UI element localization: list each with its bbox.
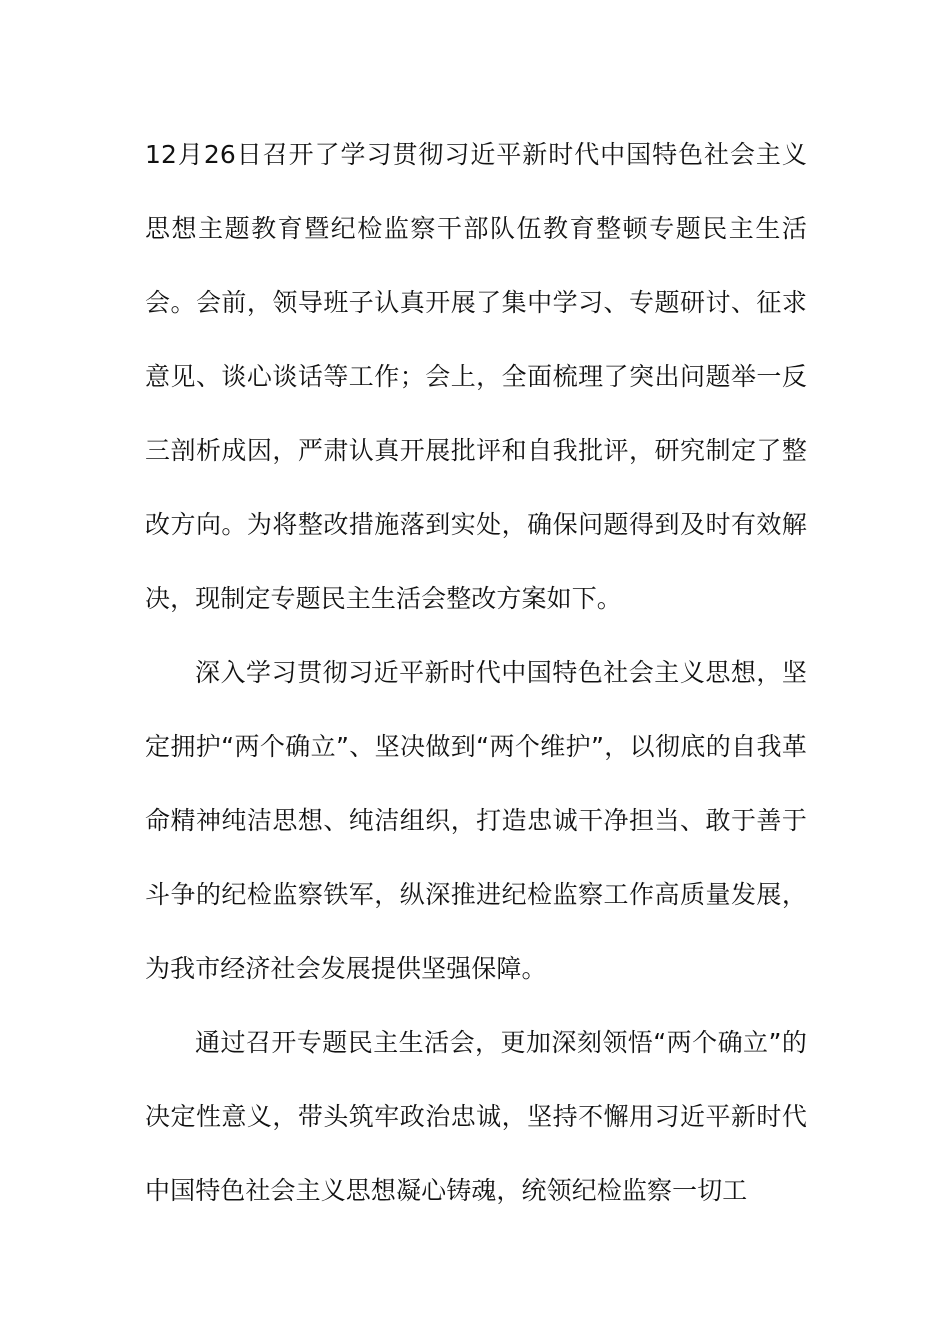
paragraph-goal: 通过召开专题民主生活会，更加深刻领悟“两个确立”的决定性意义，带头筑牢政治忠诚，坚持不懈用习近平新时代中国特色社会主义思想凝心铸魂，统领纪检监察一切工 — [145, 1028, 807, 1205]
paragraph-guiding-thought: 深入学习贯彻习近平新时代中国特色社会主义思想，坚定拥护“两个确立”、坚决做到“两个维护”，以彻底的自我革命精神纯洁思想、纯洁组织，打造忠诚干净担当、敢于善于斗争的纪检监察铁军，纵深推进纪检监察工作高质量发展，为我市经济社会发展提供坚强保障。 — [145, 658, 807, 983]
paragraph-intro: 12月26日召开了学习贯彻习近平新时代中国特色社会主义思想主题教育暨纪检监察干部队伍教育整顿专题民主生活会。会前，领导班子认真开展了集中学习、专题研讨、征求意见、谈心谈话等工作；会上，全面梳理了突出问题举一反三剖析成因，严肃认真开展批评和自我批评，研究制定了整改方向。为将整改措施落到实处，确保问题得到及时有效解决，现制定专题民主生活会整改方案如下。 — [145, 140, 807, 613]
document-body — [145, 118, 807, 1228]
